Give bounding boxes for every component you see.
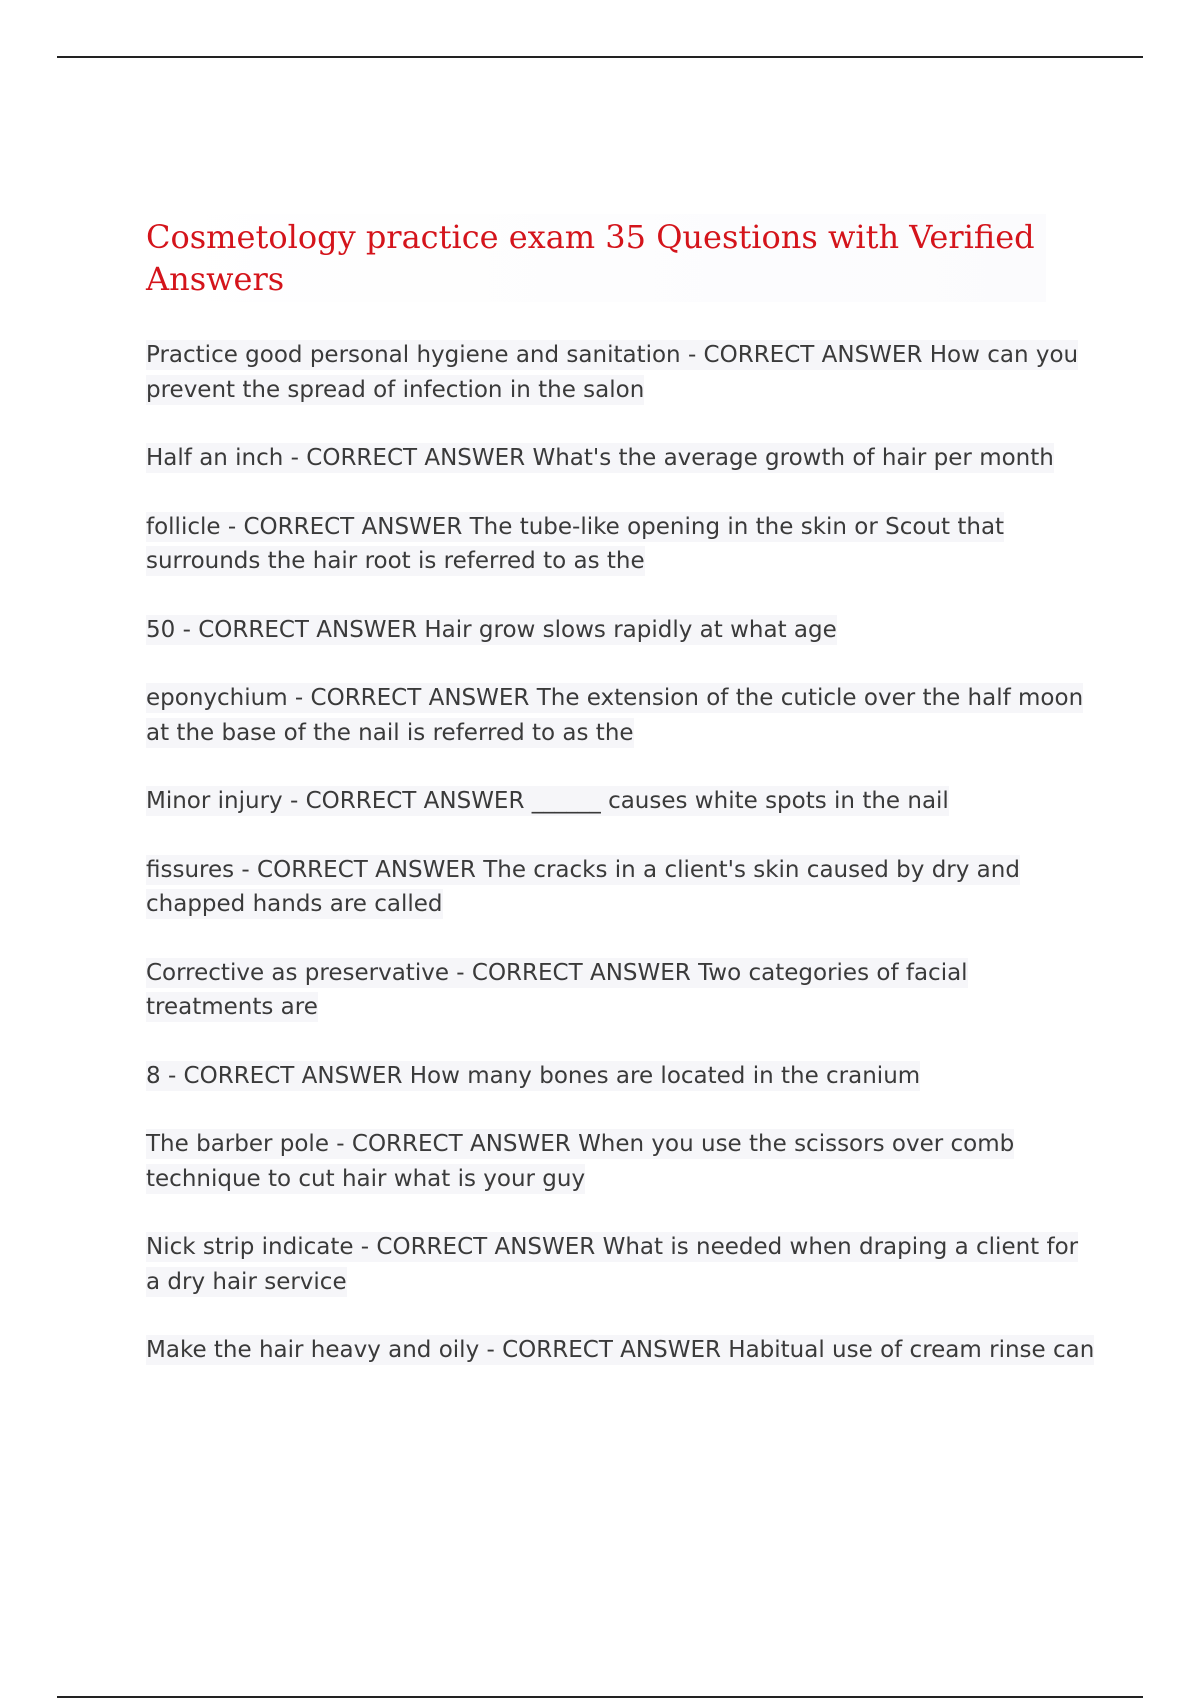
qa-item (146, 1059, 1096, 1094)
qa-text: fissures - CORRECT ANSWER The cracks in a client's skin caused by dry and chapped hands are called (146, 856, 1020, 917)
qa-text: Nick strip indicate - CORRECT ANSWER What is needed when draping a client for a dry hair service (146, 1234, 1079, 1295)
qa-text: Corrective as preservative - CORRECT ANSWER Two categories of facial treatments are (146, 959, 968, 1020)
document-title: Cosmetology practice exam 35 Questions with Verified Answers (146, 214, 1046, 302)
qa-text: Half an inch - CORRECT ANSWER What's the average growth of hair per month (146, 445, 1054, 471)
bottom-rule (57, 1696, 1143, 1698)
qa-item (146, 784, 1096, 819)
qa-text: Practice good personal hygiene and sanitation - CORRECT ANSWER How can you prevent the spread of infection in the salon (146, 342, 1079, 403)
qa-text: 8 - CORRECT ANSWER How many bones are located in the cranium (146, 1062, 921, 1089)
qa-item (146, 1230, 1096, 1299)
qa-item (146, 1333, 1096, 1368)
qa-item (146, 853, 1096, 922)
qa-item (146, 613, 1096, 648)
qa-text: eponychium - CORRECT ANSWER The extension of the cuticle over the half moon at the base of the nail is referred to as the (146, 685, 1084, 746)
qa-text: Minor injury - CORRECT ANSWER ______ causes white spots in the nail (146, 788, 949, 814)
qa-list (146, 338, 1096, 1368)
top-rule (57, 56, 1143, 58)
qa-item (146, 1127, 1096, 1196)
qa-item (146, 338, 1096, 407)
qa-text: 50 - CORRECT ANSWER Hair grow slows rapidly at what age (146, 616, 837, 643)
qa-item (146, 681, 1096, 750)
qa-text: Make the hair heavy and oily - CORRECT ANSWER Habitual use of cream rinse can (146, 1337, 1095, 1363)
qa-item (146, 441, 1096, 476)
qa-item (146, 510, 1096, 579)
qa-text: The barber pole - CORRECT ANSWER When you use the scissors over comb technique to cut hair what is your guy (146, 1131, 1015, 1192)
document-content (146, 214, 1096, 1402)
qa-text: follicle - CORRECT ANSWER The tube-like opening in the skin or Scout that surrounds the hair root is referred to as the (146, 513, 1005, 574)
qa-item (146, 956, 1096, 1025)
